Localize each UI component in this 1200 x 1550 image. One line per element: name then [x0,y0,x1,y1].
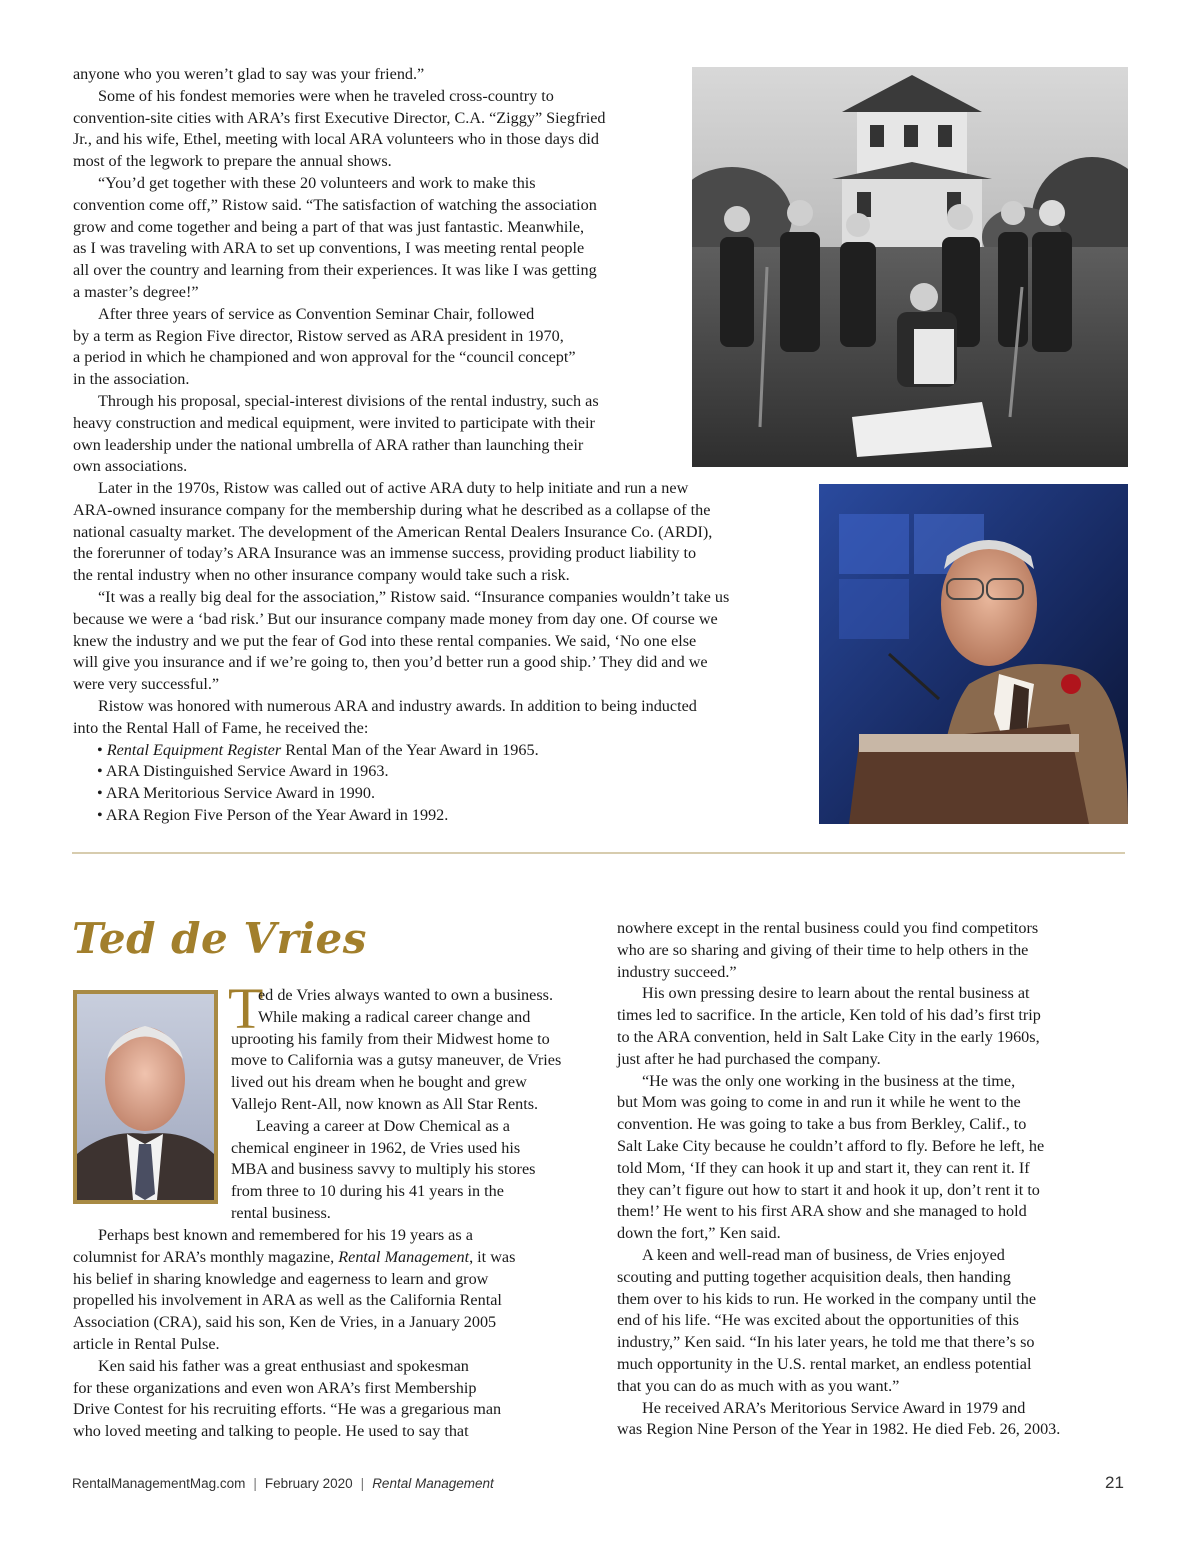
text-line: A keen and well-read man of business, de Vries enjoyed [642,1245,1005,1264]
text-line: all over the country and learning from their experiences. It was like I was getting [73,261,597,280]
text-line: nowhere except in the rental business could you find competitors [617,919,1039,937]
text-line: to the ARA convention, held in Salt Lake City in the early 1960s, [617,1027,1040,1046]
award-item [73,761,803,783]
text-line: the forerunner of today’s ARA Insurance was an immense success, providing product liability to [73,544,697,563]
text-line: own associations. [73,457,188,476]
award-publication: Rental Equipment Register [106,740,282,759]
text-line: He received ARA’s Meritorious Service Award in 1979 and [642,1398,1026,1417]
middle-column [73,478,803,827]
text-line: Vallejo Rent-All, now known as All Star Rents. [231,1094,539,1113]
text-line: convention-site cities with ARA’s first Executive Director, C.A. “Ziggy” Siegfried [73,108,606,127]
text-line: anyone who you weren’t glad to say was your friend.” [73,65,425,83]
page-footer [72,1476,494,1491]
bullet: • [97,784,103,803]
text-line: national casualty market. The development of the American Rental Dealers Insurance Co. (ARDI), [73,522,713,541]
text-line: “It was a really big deal for the association,” Ristow said. “Insurance companies wouldn’t take us [98,587,730,606]
text-line: “You’d get together with these 20 volunteers and work to make this [98,173,536,192]
text-line: knew the industry and we put the fear of God into these rental companies. We said, ‘No one else [73,631,697,650]
text-line: Ken said his father was a great enthusiast and spokesman [98,1356,469,1375]
award-text: ARA Distinguished Service Award in 1963. [105,762,389,781]
text-line: who are so sharing and giving of their time to help others in the [617,940,1029,959]
bullet: • [97,805,103,824]
text-line: they can’t figure out how to start it and hook it up, don’t rent it to [617,1180,1040,1199]
text-line [73,1247,593,1269]
section-heading: Ted de Vries [72,914,367,963]
text-line: rental business. [231,1203,331,1222]
footer-magazine: Rental Management [372,1476,494,1491]
speaker-photo [819,484,1128,824]
text-line: because we were a ‘bad risk.’ But our insurance company made money from day one. Of course we [73,609,718,628]
text-line: end of his life. “He was excited about the opportunities of this [617,1311,1019,1330]
text-line: were very successful.” [73,675,220,694]
text-line: much opportunity in the U.S. rental market, an endless potential [617,1354,1032,1373]
text-line: Drive Contest for his recruiting efforts. “He was a gregarious man [73,1400,502,1419]
text-line: Ristow was honored with numerous ARA and industry awards. In addition to being inducted [98,696,697,715]
award-text: ARA Meritorious Service Award in 1990. [105,784,375,803]
footer-separator: | [253,1476,257,1491]
text-line: down the fort,” Ken said. [617,1224,781,1243]
text-line: told Mom, ‘If they can hook it up and start it, they can rent it. If [617,1158,1030,1177]
text-line: by a term as Region Five director, Ristow served as ARA president in 1970, [73,326,564,345]
text-line: lived out his dream when he bought and grew [231,1073,527,1092]
text-line: Some of his fondest memories were when he traveled cross-country to [98,86,554,105]
text-line: Through his proposal, special-interest divisions of the rental industry, such as [98,391,599,410]
text-line: in the association. [73,370,190,389]
text-line: his belief in sharing knowledge and eagerness to learn and grow [73,1269,489,1288]
ted-left-column [73,1225,593,1443]
text-line: propelled his involvement in ARA as well as the California Rental [73,1291,502,1310]
award-item [73,740,803,762]
text-line: most of the legwork to prepare the annual shows. [73,152,392,171]
text-line: convention come off,” Ristow said. “The satisfaction of watching the association [73,195,597,214]
text-line: After three years of service as Convention Seminar Chair, followed [98,304,535,323]
footer-separator: | [360,1476,365,1491]
text-line: will give you insurance and if we’re going to, then you’d better run a good ship.’ They did and we [73,653,708,672]
award-item [73,783,803,805]
footer-date: February 2020 [264,1476,353,1491]
text-line: that you can do as much with as you want.” [617,1376,900,1395]
text-line: a period in which he championed and won approval for the “council concept” [73,348,576,367]
text-line: While making a radical career change and [258,1007,531,1026]
text-line: Later in the 1970s, Ristow was called out of active ARA duty to help initiate and run a new [98,479,689,497]
section-divider [72,852,1125,854]
text-line: His own pressing desire to learn about the rental business at [642,984,1030,1003]
text-line: heavy construction and medical equipment, were invited to participate with their [73,413,595,432]
text-line: who loved meeting and talking to people. He used to say that [73,1422,469,1441]
text-line: but Mom was going to come in and run it while he went to the [617,1093,1021,1112]
text-line: “He was the only one working in the business at the time, [642,1071,1016,1090]
text-line: scouting and putting together acquisition deals, then handing [617,1267,1011,1286]
footer-site: RentalManagementMag.com [72,1476,246,1491]
text-line: chemical engineer in 1962, de Vries used his [231,1138,521,1157]
text-line: industry succeed.” [617,962,737,981]
ted-portrait [73,990,218,1204]
text-line: Perhaps best known and remembered for his 19 years as a [98,1226,473,1244]
award-text: Rental Man of the Year Award in 1965. [281,740,539,759]
intro-column [73,64,673,478]
text-segment: , it was [469,1247,516,1266]
drop-cap: T [228,976,264,1041]
ted-right-column [617,918,1127,1441]
text-line: article in Rental Pulse. [73,1334,220,1353]
text-line: for these organizations and even won ARA’s first Membership [73,1378,477,1397]
text-line: times led to sacrifice. In the article, Ken told of his dad’s first trip [617,1006,1041,1025]
text-line: Salt Lake City because he couldn’t afford to fly. Before he left, he [617,1136,1045,1155]
page-number: 21 [1105,1473,1124,1492]
text-line: convention. He was going to take a bus from Berkley, Calif., to [617,1115,1027,1134]
text-line: Association (CRA), said his son, Ken de Vries, in a January 2005 [73,1313,497,1332]
text-line: industry,” Ken said. “In his later years, he told me that there’s so [617,1333,1035,1352]
text-segment: columnist for ARA’s monthly magazine, [73,1247,339,1266]
text-line: as I was traveling with ARA to set up conventions, I was meeting rental people [73,239,585,258]
text-line: Leaving a career at Dow Chemical as a [256,1116,510,1135]
ted-intro-wrap [231,985,591,1225]
text-line: Jr., and his wife, Ethel, meeting with local ARA volunteers who in those days did [73,130,600,149]
text-line: ed de Vries always wanted to own a business. [258,986,553,1004]
text-line: uprooting his family from their Midwest home to [231,1029,550,1048]
magazine-name: Rental Management [338,1247,470,1266]
text-line: the rental industry when no other insurance company would take such a risk. [73,566,570,585]
text-line: ARA-owned insurance company for the membership during what he described as a collapse of the [73,500,711,519]
text-line: them over to his kids to run. He worked in the company until the [617,1289,1037,1308]
text-line: was Region Nine Person of the Year in 1982. He died Feb. 26, 2003. [617,1420,1061,1439]
text-line: MBA and business savvy to multiply his stores [231,1160,536,1179]
bullet: • [97,740,103,759]
text-line: a master’s degree!” [73,282,199,301]
text-line: from three to 10 during his 41 years in the [231,1182,504,1201]
bullet: • [97,762,103,781]
text-line: own leadership under the national umbrella of ARA rather than launching their [73,435,584,454]
text-line: just after he had purchased the company. [617,1049,881,1068]
award-item [73,805,803,827]
groundbreaking-photo [692,67,1128,467]
text-line: move to California was a gutsy maneuver, de Vries [231,1051,562,1070]
text-line: them!’ He went to his first ARA show and she managed to hold [617,1202,1027,1221]
award-text: ARA Region Five Person of the Year Award in 1992. [105,805,449,824]
text-line: into the Rental Hall of Fame, he received the: [73,718,369,737]
text-line: grow and come together and being a part of that was just fantastic. Meanwhile, [73,217,585,236]
